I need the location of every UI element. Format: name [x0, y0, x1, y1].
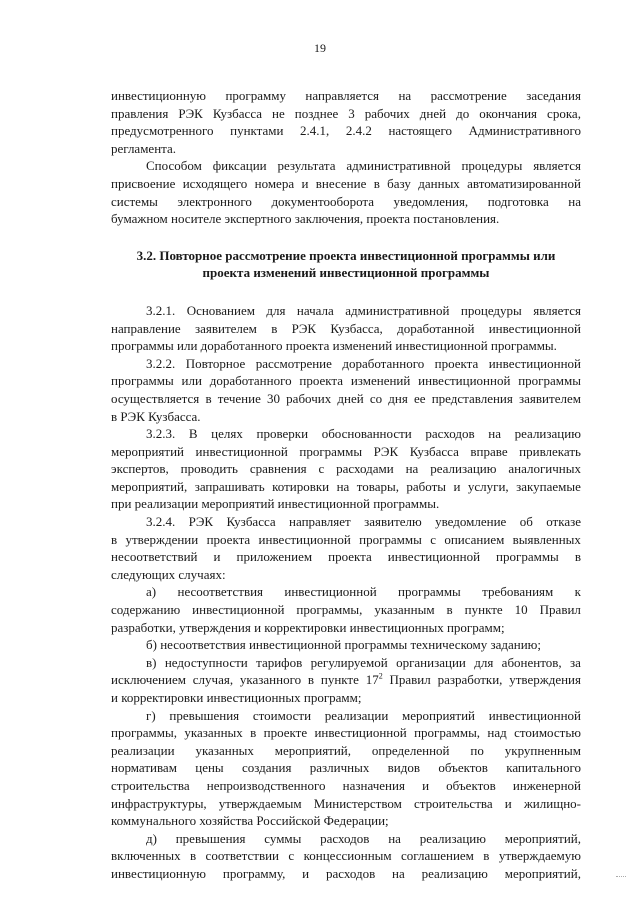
word: проекта	[434, 355, 479, 371]
paragraph	[111, 583, 581, 636]
text-line	[111, 865, 581, 883]
text-line	[111, 320, 581, 338]
word: дней	[419, 105, 447, 121]
word: подготовка	[487, 193, 549, 209]
word: тарифов	[256, 654, 303, 670]
word: или	[181, 373, 202, 389]
word: реализацию	[421, 865, 488, 881]
word: инвестиционной	[195, 443, 288, 459]
word: и	[301, 175, 309, 191]
word: срока,	[547, 105, 581, 121]
word: уведомления,	[393, 193, 469, 209]
word: реализации	[324, 707, 389, 723]
word: пункте	[464, 602, 503, 618]
word: направляется	[305, 88, 379, 103]
word: утверждаемым	[218, 795, 302, 811]
word: назначения	[342, 777, 405, 793]
word: расходов	[320, 830, 370, 846]
word: об	[519, 514, 533, 530]
word: целях	[211, 426, 243, 442]
text-line	[111, 777, 581, 795]
text-line	[111, 671, 581, 689]
word: указанным	[374, 602, 435, 618]
word: в	[574, 549, 581, 565]
word: 3.2.3.	[146, 426, 176, 442]
paragraph-group-section	[111, 302, 581, 883]
word: 2.4.1,	[300, 123, 330, 139]
word: 30	[267, 390, 281, 406]
word: мероприятий,	[274, 742, 352, 758]
word: инвестиционной	[284, 584, 377, 600]
word: приложением	[236, 549, 313, 565]
word: Кузбасса	[212, 105, 263, 121]
word: проекта	[206, 531, 251, 547]
scan-mark	[616, 873, 626, 877]
word: является	[533, 302, 581, 318]
word: аналогичных	[508, 461, 581, 477]
word: и	[453, 478, 461, 494]
word: проекте	[263, 725, 308, 741]
word: включенных	[111, 848, 181, 864]
text-line	[111, 87, 581, 105]
word: проекта	[299, 373, 344, 389]
word: описанием	[444, 531, 505, 547]
text-line: б) несоответствия инвестиционной программы техническому заданию;	[146, 637, 541, 653]
word: для	[266, 302, 286, 318]
word: инвестиционной	[488, 355, 581, 371]
word: Способом	[146, 158, 202, 174]
word: 3.2.2.	[146, 355, 176, 371]
word: и	[422, 777, 430, 793]
text-line	[111, 443, 581, 461]
paragraph	[111, 157, 581, 227]
word: закупаемые	[516, 478, 581, 494]
word: РЭК	[188, 514, 214, 530]
word: соглашением	[401, 848, 474, 864]
word: видов	[387, 760, 421, 776]
word: рабочих	[286, 390, 332, 406]
word: а)	[146, 584, 157, 600]
text-line	[111, 583, 581, 601]
word: Основанием	[186, 302, 255, 318]
word: абонентов,	[501, 654, 562, 670]
word: исключением	[111, 672, 186, 688]
text-line	[111, 513, 581, 531]
word: на	[405, 461, 419, 477]
text-line	[111, 460, 581, 478]
word: на	[392, 865, 405, 881]
word: результата	[277, 158, 336, 174]
word: реализацию	[514, 426, 581, 442]
word: концессионным	[303, 848, 392, 864]
word: в	[446, 602, 453, 618]
word: несоответствий	[111, 549, 198, 565]
text-line	[111, 707, 581, 725]
word: и	[213, 549, 221, 565]
word: требованиям	[482, 584, 554, 600]
word: в	[250, 725, 257, 741]
text-line: программы или доработанного проекта изменений инвестиционной программы.	[111, 338, 557, 354]
text-line	[111, 175, 581, 193]
text-line	[111, 830, 581, 848]
word: определенной	[371, 742, 450, 758]
word: за	[570, 654, 581, 670]
word: реализацию	[419, 830, 486, 846]
word: 3.2.4.	[146, 514, 176, 530]
text-line	[111, 548, 581, 566]
word: на	[388, 830, 401, 846]
word: работы	[406, 478, 447, 494]
word: заявителю	[364, 514, 422, 530]
word: не	[272, 105, 285, 121]
word: программы	[111, 373, 174, 389]
word: инфраструктуры,	[111, 795, 207, 811]
word: процедуры	[460, 302, 522, 318]
word: объектов	[446, 777, 496, 793]
word: изменений	[350, 373, 411, 389]
word: цены	[195, 760, 224, 776]
text-line: разработки, утверждения и корректировки инвестиционных программ;	[111, 619, 505, 635]
text-line	[111, 302, 581, 320]
word: с	[430, 531, 436, 547]
word: нормативам	[111, 760, 177, 776]
word: проекта	[328, 549, 372, 565]
word: на	[398, 88, 412, 103]
word: пункте	[320, 672, 359, 688]
word: Кузбасса	[409, 443, 459, 459]
word: $17^2$	[365, 672, 383, 688]
text-line: следующих случаях:	[111, 566, 226, 582]
paragraph	[111, 654, 581, 707]
superscript: 2	[378, 672, 383, 682]
word: до	[456, 105, 470, 121]
word: осуществляется	[111, 390, 200, 406]
word: мероприятий,	[111, 478, 188, 494]
word: программу,	[222, 865, 286, 881]
word: вправе	[470, 443, 508, 459]
text-line	[111, 425, 581, 443]
word: к	[574, 584, 581, 600]
word: мероприятий,	[504, 865, 581, 881]
word: Повторное	[185, 355, 246, 371]
word: направление	[111, 320, 181, 336]
text-line	[111, 157, 581, 175]
word: исходящего	[182, 175, 248, 191]
word: проводить	[180, 461, 238, 477]
word: в	[190, 848, 197, 864]
word: программы,	[111, 725, 177, 741]
word: дней	[337, 390, 364, 406]
word: инвестиционной	[418, 373, 511, 389]
word: указанных	[195, 742, 254, 758]
word: сравнения	[249, 461, 307, 477]
text-line: коммунального хозяйства Российской Федерации;	[111, 813, 389, 829]
word: доработанного	[209, 373, 292, 389]
word: товары,	[356, 478, 399, 494]
word: доработанной	[397, 320, 475, 336]
word: Министерством	[313, 795, 402, 811]
word: программы,	[296, 602, 363, 618]
paragraph	[111, 355, 581, 425]
word: утверждения	[509, 672, 581, 688]
word: над	[487, 725, 507, 741]
section-heading-line-2: проекта изменений инвестиционной программы	[202, 265, 490, 281]
word: программы,	[414, 725, 481, 741]
word: жилищно-	[523, 795, 581, 811]
word: номера	[254, 175, 295, 191]
word: программы	[518, 373, 581, 389]
word: инвестиционную	[111, 88, 207, 103]
word: течение	[217, 390, 261, 406]
word: различных	[309, 760, 370, 776]
word: позднее	[294, 105, 339, 121]
word: рассмотрение	[255, 355, 332, 371]
word: со	[369, 390, 383, 406]
word: строительства	[414, 795, 493, 811]
word: содержанию	[111, 602, 181, 618]
word: пунктами	[230, 123, 284, 139]
word: в	[111, 531, 118, 547]
word: на	[488, 426, 501, 442]
word: РЭК	[291, 320, 317, 336]
section-heading	[111, 247, 581, 282]
paragraph	[111, 302, 581, 355]
word: программы	[359, 531, 422, 547]
word: рассмотрение	[430, 88, 507, 103]
text-line: при реализации мероприятий инвестиционной программы.	[111, 496, 440, 512]
word: Административного	[468, 123, 581, 139]
word: В	[188, 426, 198, 442]
word: регулируемой	[310, 654, 388, 670]
word: инвестиционной	[387, 549, 481, 565]
word: мероприятий	[402, 707, 476, 723]
word: настоящего	[388, 123, 452, 139]
text-line: в РЭК Кузбасса.	[111, 408, 201, 424]
word: документооборота	[271, 193, 375, 209]
text-line: и корректировки инвестиционных программ;	[111, 690, 362, 705]
word: инвестиционной	[488, 320, 581, 336]
word: расходов	[425, 426, 475, 442]
word: создания	[241, 760, 292, 776]
word: несоответствия	[177, 584, 264, 600]
text-line	[111, 847, 581, 865]
word: присвоение	[111, 175, 176, 191]
word: мероприятий	[111, 443, 184, 459]
paragraph	[111, 87, 581, 157]
word: ее	[414, 390, 426, 406]
word: направляет	[289, 514, 351, 530]
word: в)	[146, 654, 157, 670]
word: и	[302, 865, 310, 881]
paragraph	[111, 830, 581, 883]
text-line	[111, 795, 581, 813]
word: в	[307, 672, 315, 688]
word: указанных	[184, 725, 243, 741]
text-line: бумажном носителе экспертного заключения, проекта постановления.	[111, 211, 500, 227]
text-line	[111, 759, 581, 777]
word: доработанного	[342, 355, 425, 371]
text-line	[111, 478, 581, 496]
paragraph	[111, 707, 581, 830]
word: рабочих	[364, 105, 410, 121]
text-line: регламента.	[111, 140, 177, 156]
word: Кузбасса	[226, 514, 276, 530]
word: выявленных	[512, 531, 581, 547]
word: РЭК	[373, 443, 399, 459]
word: Кузбасса,	[330, 320, 383, 336]
word: стоимостью	[514, 725, 581, 741]
word: запрашивать	[194, 478, 265, 494]
page-number: 19	[314, 41, 326, 55]
word: в	[271, 320, 278, 336]
word: программу	[225, 88, 286, 103]
word: г)	[146, 707, 156, 723]
word: Правил	[539, 602, 581, 618]
word: Правил	[389, 672, 431, 688]
word: случая,	[192, 672, 234, 688]
paragraph	[111, 513, 581, 583]
word: котировки	[272, 478, 330, 494]
word: программы	[299, 443, 363, 459]
word: услуги,	[467, 478, 509, 494]
paragraph	[111, 636, 581, 654]
word: отказе	[546, 514, 581, 530]
word: утверждаемую	[498, 848, 581, 864]
word: 2.4.2	[345, 123, 372, 139]
word: с	[318, 461, 325, 477]
word: и	[504, 795, 512, 811]
word: проверки	[256, 426, 309, 442]
word: 10	[514, 602, 528, 618]
word: инженерной	[512, 777, 581, 793]
word: с	[288, 848, 295, 864]
word: на	[568, 193, 581, 209]
word: процедуры	[461, 158, 523, 174]
word: в	[205, 390, 212, 406]
word: внесение	[315, 175, 367, 191]
word: окончания	[479, 105, 538, 121]
word: непроизводственного	[206, 777, 326, 793]
word: административной	[345, 302, 450, 318]
word: на	[336, 478, 350, 494]
word: электронного	[177, 193, 252, 209]
word: расходами	[336, 461, 394, 477]
word: инвестиционной	[314, 725, 407, 741]
word: правления	[111, 105, 169, 121]
word: разработки,	[437, 672, 503, 688]
word: инвестиционной	[488, 707, 581, 723]
word: административной	[346, 158, 451, 174]
word: 3	[348, 105, 355, 121]
word: автоматизированной	[467, 175, 581, 191]
word: утверждении	[125, 531, 199, 547]
word: превышения	[169, 707, 240, 723]
word: экспертов,	[111, 461, 169, 477]
paragraph	[111, 425, 581, 513]
word: соответствии	[205, 848, 280, 864]
text-line	[111, 654, 581, 672]
word: в	[373, 175, 380, 191]
word: инвестиционную	[111, 865, 207, 881]
word: строительства	[111, 777, 190, 793]
word: инвестиционной	[258, 531, 351, 547]
text-line	[111, 355, 581, 373]
word: привлекать	[519, 443, 581, 459]
paragraph-group-intro	[111, 87, 581, 228]
word: программы	[398, 584, 461, 600]
word: недоступности	[164, 654, 248, 670]
text-line	[111, 531, 581, 549]
word: данных	[418, 175, 460, 191]
text-line	[111, 601, 581, 619]
word: капитального	[506, 760, 581, 776]
word: укрупненным	[504, 742, 581, 758]
word: организации	[396, 654, 466, 670]
text-line	[111, 372, 581, 390]
word: объектов	[438, 760, 488, 776]
word: уведомление	[435, 514, 507, 530]
word: реализацию	[430, 461, 497, 477]
word: программы	[496, 549, 559, 565]
word: указанного	[239, 672, 302, 688]
word: начала	[296, 302, 334, 318]
word: предусмотренного	[111, 123, 214, 139]
word: является	[533, 158, 581, 174]
word: в	[483, 848, 490, 864]
word: расходов	[325, 865, 376, 881]
text-line	[111, 390, 581, 408]
word: заседания	[526, 88, 581, 103]
text-line	[111, 122, 581, 140]
word: 3.2.1.	[146, 302, 176, 318]
word: мероприятий,	[504, 830, 581, 846]
word: инвестиционной	[192, 602, 285, 618]
word: превышения	[175, 830, 246, 846]
text-line	[111, 724, 581, 742]
word: представления	[431, 390, 513, 406]
word: заявителем	[519, 390, 581, 406]
word: системы	[111, 193, 158, 209]
word: заявителем	[194, 320, 257, 336]
word: фиксации	[212, 158, 267, 174]
word: РЭК	[178, 105, 203, 121]
document-body	[111, 87, 581, 883]
word: суммы	[264, 830, 302, 846]
word: обоснованности	[321, 426, 412, 442]
word: д)	[146, 830, 157, 846]
word: для	[474, 654, 494, 670]
word: дня	[388, 390, 408, 406]
section-heading-line-1: 3.2. Повторное рассмотрение проекта инвестиционной программы или	[136, 247, 556, 263]
word: реализации	[111, 742, 175, 758]
text-line	[111, 193, 581, 211]
word: по	[470, 742, 484, 758]
word: стоимости	[252, 707, 312, 723]
text-line	[111, 742, 581, 760]
text-line	[111, 105, 581, 123]
word: базу	[387, 175, 411, 191]
